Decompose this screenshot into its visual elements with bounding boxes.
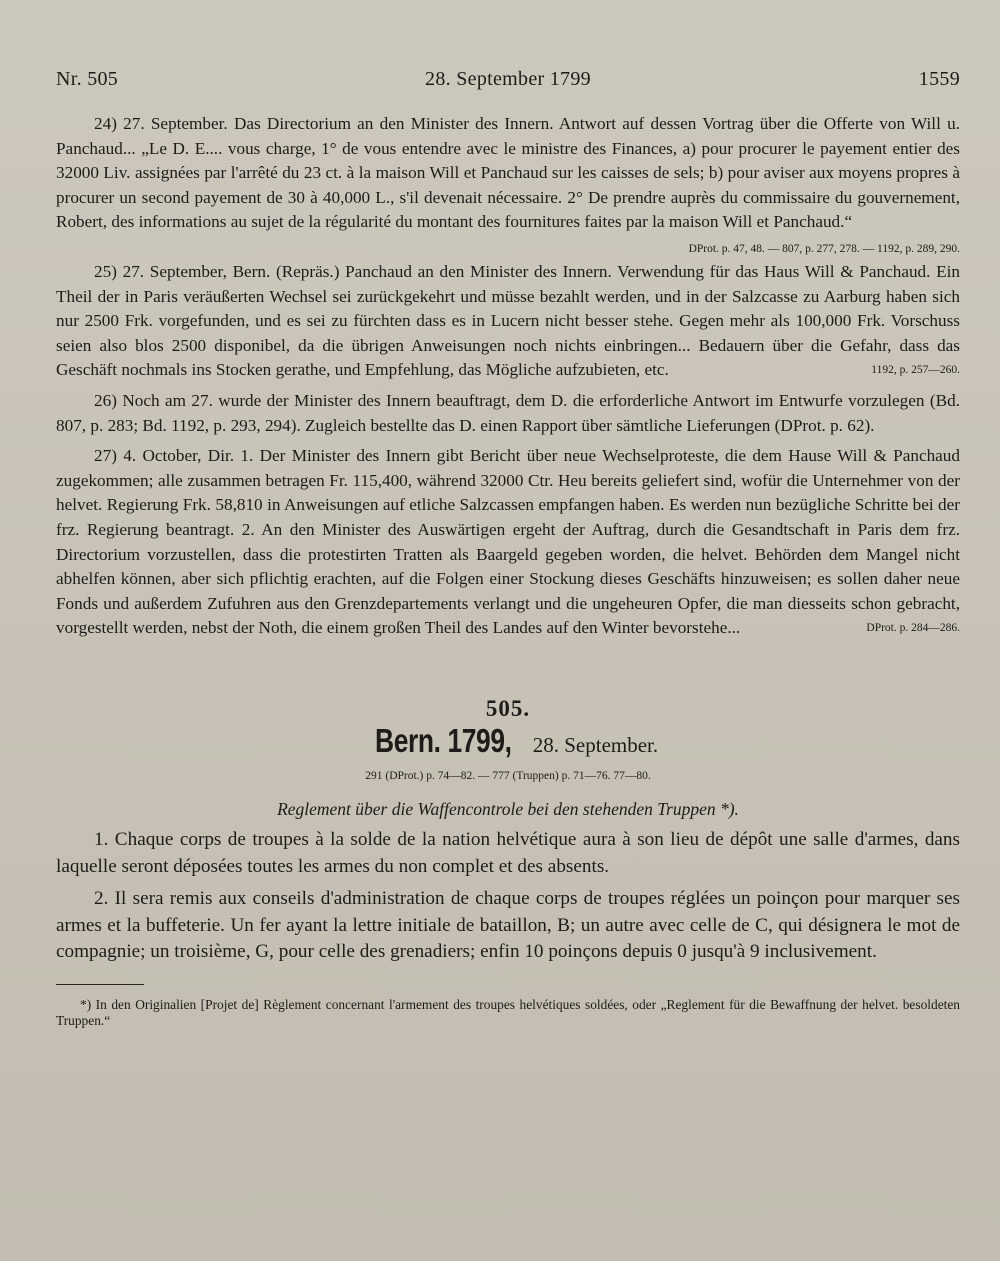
page-number: 1559 [918,68,960,90]
document-place-year: Bern. 1799, [374,722,512,760]
document-heading [56,722,960,760]
paragraph-24 [56,112,960,235]
paragraph-text: 26) Noch am 27. wurde der Minister des Innern beauftragt, dem D. die erforderliche Antwort im Entwurfe vorzulegen (Bd. 807, p. 283; Bd. 1192, p. 293, 294). Zugleich bestellte das D. einen Rapport über sämtliche Lieferungen (DProt. p. 62). [56,390,960,435]
paragraph-text: 27) 4. October, Dir. 1. Der Minister des Innern gibt Bericht über neue Wechselproteste, die dem Hause Will & Panchaud zugekommen; alle zusammen betragen Fr. 115,400, während 32000 Ctr. Heu bereits geliefert sind, wofür die Unternehmer von der helvet. Regierung Frk. 58,810 in Anweisungen auf etliche Salzcassen empfangen haben. Es werden nun bezügliche Schritte bei der frz. Regierung beantragt. 2. An den Minister des Auswärtigen ergeht der Auftrag, durch die Gesandtschaft in Paris dem frz. Directorium vorzustellen, dass die protestirten Tratten als Baargeld gegeben worden, die helvet. Behörden dem Mangel nicht abhelfen können, aber sich pflichtig erachten, auf die Folgen einer Stockung dieses Geschäfts hinzuweisen; es sollen daher neue Fonds und außerdem Zufuhren aus den Grenzdepartements verlangt und die ungeheuren Opfer, die man diesseits schon gebracht, vorgestellt werden, nebst der Noth, die einem großen Theil des Landes auf den Winter bevorstehe... [56,446,960,638]
footnote: *) In den Originalien [Projet de] Règlement concernant l'armement des troupes helvétiques soldées, oder „Reglement für die Bewaffnung der helvet. besoldeten Truppen.“ [56,996,960,1029]
paragraph-26 [56,389,960,438]
date-header: 28. September 1799 [425,68,591,90]
article-1: 1. Chaque corps de troupes à la solde de la nation helvétique aura à son lieu de dépôt une salle d'armes, dans laquelle seront déposées toutes les armes du non complet et des absents. [56,829,960,877]
footnote-rule [56,984,144,985]
paragraph-25 [56,260,960,383]
document-number-header: Nr. 505 [56,68,119,90]
source-reference: DProt. p. 47, 48. — 807, p. 277, 278. — 1192, p. 289, 290. [688,242,960,255]
archive-sources: 291 (DProt.) p. 74—82. — 777 (Truppen) p. 71—76. 77—80. [365,770,651,783]
source-reference: DProt. p. 284—286. [866,622,960,635]
regulation-articles [56,827,960,966]
document-number: 505. [485,695,531,721]
paragraph-text: 24) 27. September. Das Directorium an den Minister des Innern. Antwort auf dessen Vortrag über die Offerte von Will u. Panchaud... „Le D. E.... vous charge, 1° de vous entendre avec le ministre des Finances, a) pour procurer le payement entier des 32000 Liv. assignées par l'arrêté du 23 ct. à la maison Will et Panchaud sur les caisses de sels; b) pour aviser aux moyens propres à procurer un second payement de 30 à 40,000 L., s'il devenait nécessaire. 2° De prendre auprès du commissaire du gouvernement, Robert, des informations au sujet de la régularité du montant des fournitures faites par la maison Will et Panchaud.“ [56,114,960,232]
source-reference: 1192, p. 257—260. [871,364,960,377]
paragraph-text: 25) 27. September, Bern. (Repräs.) Panchaud an den Minister des Innern. Verwendung für das Haus Will & Panchaud. Ein Theil der in Paris veräußerten Wechsel sei zurückgekehrt und müsse bezahlt werden, und in der Salzcasse zu Aarburg haben sich nur 2500 Frk. vorgefunden, und es sei zu fürchten dass es in Lucern nicht besser stehe. Gegen mehr als 100,000 Frk. Vorschuss seien also blos 2500 disponibel, da die übrigen Anweisungen noch nichts einbringen... Bedauern über die Gefahr, dass das Geschäft nochmals ins Stocken gerathe, und Empfehlung, das Mögliche aufzubieten, etc. [56,261,960,380]
page-body [56,112,960,1030]
document-date: 28. September. [532,733,659,758]
document-title: Reglement über die Waffencontrole bei den stehenden Truppen *). [277,798,739,819]
article-2: 2. Il sera remis aux conseils d'administration de chaque corps de troupes réglées un poinçon pour marquer ses armes et la buffeterie. Un fer ayant la lettre initiale de bataillon, B; un autre avec celle de C, qui désignera le mot de compagnie; un troisième, G, pour celle des grenadiers; enfin 10 poinçons depuis 0 jusqu'à 9 inclusivement. [56,888,960,963]
paragraph-27 [56,444,960,641]
